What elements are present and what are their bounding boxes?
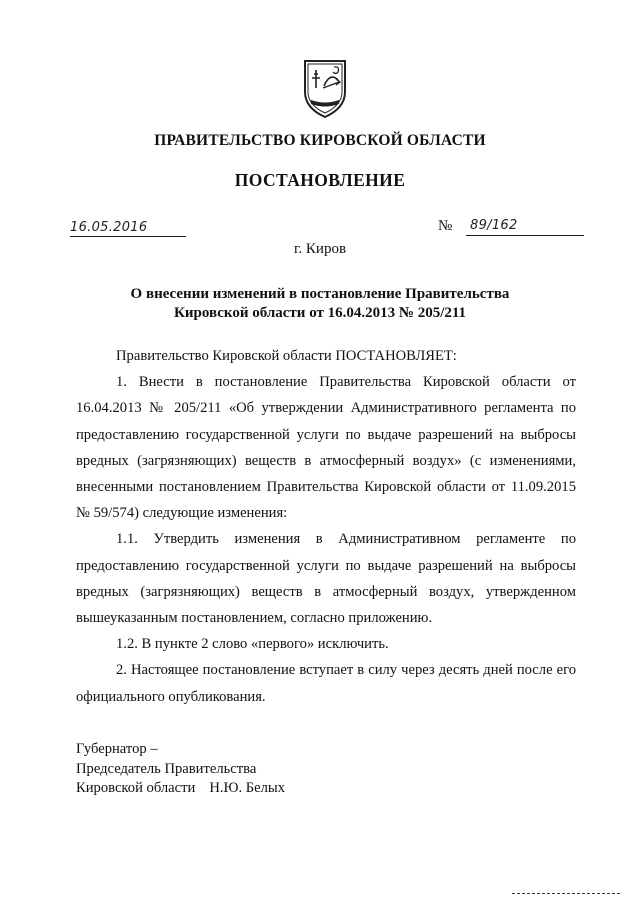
document-date-field	[70, 218, 186, 237]
document-number-field	[438, 218, 584, 236]
signature-title-3	[76, 779, 285, 799]
number-underline	[466, 218, 584, 236]
paragraph-2: 2. Настоящее постановление вступает в силу через десять дней после его официального опубликования.	[76, 662, 576, 705]
document-subject	[60, 285, 580, 323]
signature-title-1: Губернатор –	[76, 741, 158, 757]
subject-line-1: О внесении изменений в постановление Правительства	[130, 286, 510, 302]
coat-of-arms-icon	[302, 58, 348, 120]
signature-region: Кировской области	[76, 780, 196, 796]
preamble: Правительство Кировской области ПОСТАНОВЛЯЕТ:	[116, 348, 457, 364]
paragraph-1: 1. Внести в постановление Правительства Кировской области от 16.04.2013 № 205/211 «Об утверждении Административного регламента по предоставлению государственной услуги по выдаче разрешений на выбросы вредных (загрязняющих) веществ в атмосферный воздух» (с изменениями, внесенными постановлением Правительства Кировской области от 11.09.2015 № 59/574) следующие изменения:	[76, 374, 576, 522]
paragraph-1-1: 1.1. Утвердить изменения в Административном регламенте по предоставлению государственной услуги по выдаче разрешений на выбросы вредных (загрязняющих) веществ в атмосферный воздух, утвержденном вышеуказанным постановлением, согласно приложению.	[76, 531, 576, 627]
document-body	[76, 343, 576, 710]
number-sign: №	[438, 218, 453, 234]
document-type: ПОСТАНОВЛЕНИЕ	[234, 170, 406, 190]
signature-title-2: Председатель Правительства	[76, 760, 257, 777]
document-number: 89/162	[470, 218, 518, 233]
signatory-name: Н.Ю. Белых	[209, 780, 286, 796]
footer-divider	[512, 893, 620, 894]
government-title: ПРАВИТЕЛЬСТВО КИРОВСКОЙ ОБЛАСТИ	[154, 132, 486, 149]
signature-block	[76, 740, 285, 799]
city: г. Киров	[293, 241, 347, 257]
document-date: 16.05.2016	[70, 220, 148, 235]
subject-line-2: Кировской области от 16.04.2013 № 205/211	[173, 305, 467, 321]
paragraph-1-2: 1.2. В пункте 2 слово «первого» исключить.	[116, 636, 389, 653]
